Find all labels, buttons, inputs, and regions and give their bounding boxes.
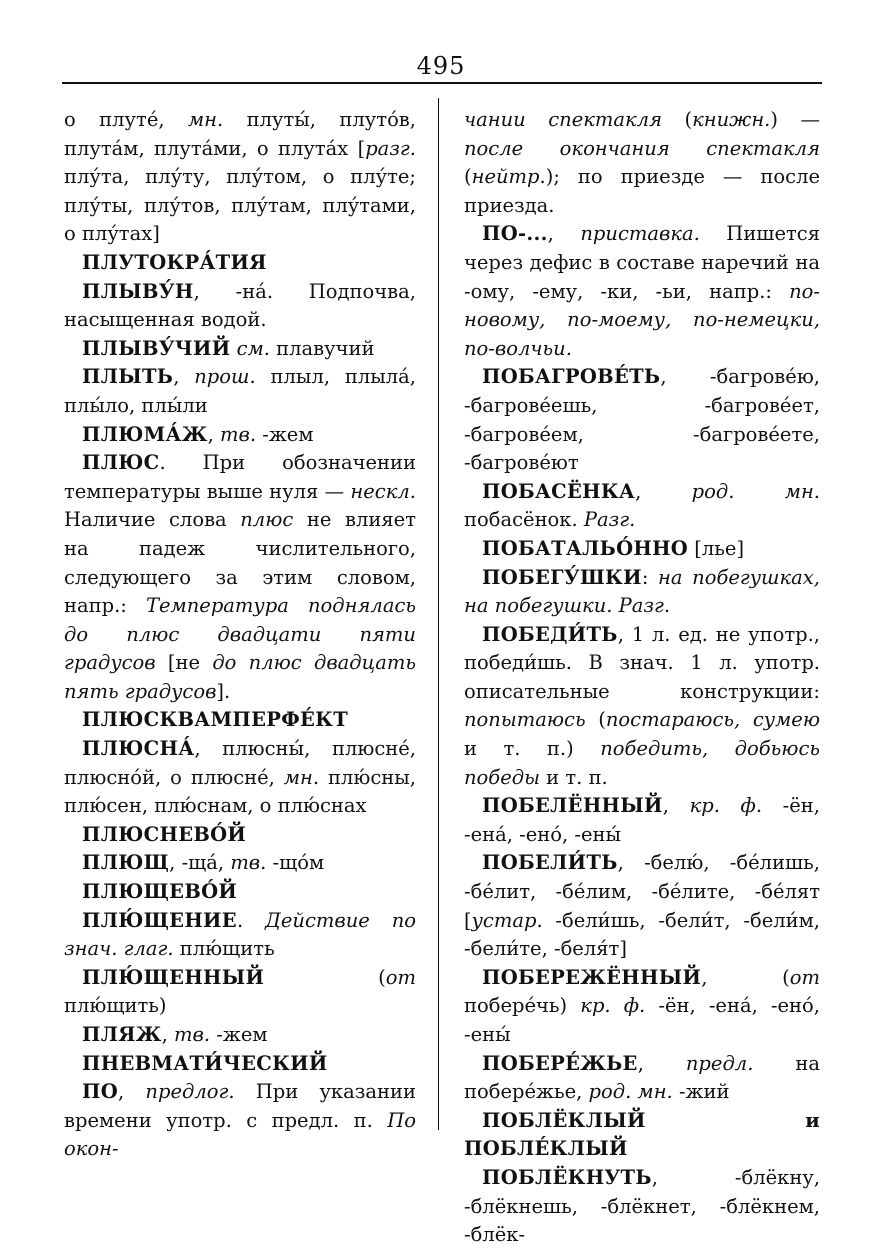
dictionary-entry xyxy=(464,621,820,793)
dictionary-entry xyxy=(64,821,416,850)
headword: ПЛЮ́ЩЕННЫЙ xyxy=(82,965,265,989)
entry-text: , xyxy=(118,1080,146,1104)
entry-text: , xyxy=(635,479,692,503)
dictionary-entry xyxy=(64,878,416,907)
entry-text: ]. xyxy=(216,679,231,703)
entry-text: , -на́. Подпочва, насыщенная водой. xyxy=(64,279,416,332)
dictionary-entry xyxy=(464,1164,820,1250)
headword: ПЛУТОКРА́ТИЯ xyxy=(82,250,267,274)
headword: ПЛЮСНЕВО́Й xyxy=(82,822,247,846)
dictionary-entry xyxy=(464,478,820,535)
headword: ПЛЮМА́Ж xyxy=(82,422,208,446)
italic-note: Разг. xyxy=(583,508,636,532)
dictionary-entry xyxy=(64,907,416,964)
entry-text: плю́щить xyxy=(173,937,275,961)
dictionary-entry xyxy=(464,1107,820,1164)
headword: ПОБЕГУ́ШКИ xyxy=(482,565,642,589)
italic-note: см. xyxy=(236,336,270,360)
headword: ПОБЕРЕ́ЖЬЕ xyxy=(482,1051,638,1075)
dictionary-entry xyxy=(64,1050,416,1079)
entry-text: ( xyxy=(264,965,386,989)
italic-note: чании спектакля xyxy=(464,108,662,131)
headword: ПОБЕРЕЖЁННЫЙ xyxy=(482,965,702,989)
italic-note: нейтр. xyxy=(471,165,546,189)
dictionary-entry xyxy=(64,335,416,364)
headword: ПЛЮЩЕВО́Й xyxy=(82,880,238,904)
headword: ПЛЫВУ́Н xyxy=(82,279,194,303)
entry-text: Наличие слова xyxy=(64,508,241,532)
right-column xyxy=(464,106,820,1250)
italic-note: кр. ф. xyxy=(580,994,646,1018)
entry-text: о плуте́, xyxy=(64,108,188,131)
entry-text: , ( xyxy=(701,965,790,989)
entry-text: ( xyxy=(464,165,472,189)
italic-note: Температура поднялась до плюс двадцати пяти градусов xyxy=(64,594,416,675)
headword: ПОБАТАЛЬО́ННО xyxy=(482,536,689,560)
entry-text: [не xyxy=(155,651,213,675)
headword: ПЛЮСНА́ xyxy=(82,737,195,761)
headword: ПЛЯЖ xyxy=(82,1023,162,1046)
headword: ПО-... xyxy=(482,222,548,246)
italic-note: предл. xyxy=(685,1051,754,1075)
dictionary-entry xyxy=(64,849,416,878)
entry-text: : xyxy=(641,565,659,589)
italic-note: постараюсь, сумею xyxy=(605,708,820,732)
italic-note: род. мн. xyxy=(588,1080,673,1104)
entry-text: , xyxy=(207,422,221,446)
headword: ПЛЮ́ЩЕНИЕ xyxy=(82,908,237,932)
entry-text: , -белю́, -бе́лишь, -бе́лит, -бе́лим, -бе́лите, -бе́лят [ xyxy=(464,851,820,932)
dictionary-entry xyxy=(464,849,820,963)
entry-text: ); по приезде — после приезда. xyxy=(464,165,820,217)
entry-text: на побере́жье, xyxy=(464,1051,820,1104)
headword: ПО xyxy=(82,1080,119,1104)
entry-text: , xyxy=(173,365,195,389)
entry-text: -бели́шь, -бели́т, -бели́м, -бели́те, -беля́т] xyxy=(464,908,820,961)
dictionary-entry xyxy=(64,735,416,821)
entry-text: плыл, плыла́, плы́ло, плы́ли xyxy=(64,365,416,417)
entry-text: При указании времени употр. с предл. п. xyxy=(64,1080,416,1132)
italic-note: тв. xyxy=(220,422,257,446)
italic-note: плюс xyxy=(240,508,294,532)
headword: ПЛЮЩ xyxy=(82,851,170,875)
headword: ПОБАСЁНКА xyxy=(482,479,636,503)
headword: ПНЕВМАТИ́ЧЕСКИЙ xyxy=(82,1051,328,1075)
dictionary-entry xyxy=(464,535,820,564)
dictionary-entry xyxy=(464,964,820,1050)
italic-note: мн. xyxy=(187,108,224,131)
headword: ПОБЛЁКЛЫЙ и ПОБЛЕ́КЛЫЙ xyxy=(464,1108,820,1161)
entry-text: плу́та, плу́ту, плу́том, о плу́те; плу́ты, плу́тов, плу́там, плу́тами, о плу́тах] xyxy=(64,165,416,246)
italic-note: до плюс двадцать пять градусов xyxy=(64,651,417,703)
headword: ПЛЫВУ́ЧИЙ xyxy=(82,336,231,360)
entry-text: и т. п. xyxy=(539,765,608,789)
headword: ПОБЛЁКНУТЬ xyxy=(482,1165,652,1189)
entry-text: , -багрове́ю, -багрове́ешь, -багрове́ет, -багрове́ем, -багрове́ете, -багрове́ют xyxy=(464,365,820,475)
entry-text: , xyxy=(161,1023,175,1046)
entry-text: . При обозначении температуры выше нуля — xyxy=(64,451,416,503)
italic-note: от xyxy=(385,965,416,989)
column-divider xyxy=(438,98,439,1130)
entry-text: ( xyxy=(585,708,606,732)
entry-text: . xyxy=(236,908,266,932)
entry-text: плавучий xyxy=(269,336,375,360)
italic-note: приставка. xyxy=(580,222,700,246)
italic-note: мн. xyxy=(283,765,320,789)
entry-text: плю́сны, плю́сен, плю́снам, о плю́снах xyxy=(64,765,416,818)
entry-text: не влияет на падеж числительного, следующего за этим словом, напр.: xyxy=(64,508,416,618)
entry-text: , -блёкну, -блёкнешь, -блёкнет, -блёкнем, -блёк- xyxy=(464,1165,820,1247)
dictionary-entry xyxy=(64,1078,416,1164)
headword: ПОБЕЛЁННЫЙ xyxy=(482,794,663,818)
page-number: 495 xyxy=(416,52,466,80)
italic-note: По окон- xyxy=(64,1108,416,1161)
italic-note: разг. xyxy=(365,136,416,160)
italic-note: по-новому, по-моему, по-немецки, по-волчьи. xyxy=(464,279,820,360)
entry-text: ( xyxy=(661,108,693,131)
entry-text: плуты́, плуто́в, плута́м, плута́ми, о плута́х [ xyxy=(64,108,416,160)
entry-text: -жем xyxy=(210,1023,268,1046)
dictionary-entry xyxy=(64,363,416,420)
italic-note: прош. xyxy=(194,365,256,389)
entry-text: , xyxy=(637,1051,686,1075)
entry-text: побере́чь) xyxy=(464,994,581,1018)
italic-note: тв. xyxy=(174,1023,211,1046)
header-rule xyxy=(62,82,822,84)
italic-note: устар. xyxy=(471,908,543,932)
entry-text: побасёнок. xyxy=(464,508,584,532)
headword: ПЛЮСКВАМПЕРФЕ́КТ xyxy=(82,708,349,732)
headword: ПОБАГРОВЕ́ТЬ xyxy=(482,365,661,389)
headword: ПОБЕЛИ́ТЬ xyxy=(482,851,618,875)
dictionary-entry xyxy=(64,278,416,335)
dictionary-entry xyxy=(64,249,416,278)
italic-note: кр. ф. xyxy=(689,794,763,818)
dictionary-entry xyxy=(464,1050,820,1107)
left-column xyxy=(64,106,416,1164)
entry-text: ) — xyxy=(770,108,820,131)
entry-text: , -ща́, xyxy=(169,851,231,875)
headword: ПОБЕДИ́ТЬ xyxy=(482,622,618,646)
dictionary-entry xyxy=(64,449,416,706)
entry-text: , 1 л. ед. не употр., победи́шь. В знач. 1 л. употр. описательные конструкции: xyxy=(464,622,820,703)
dictionary-entry xyxy=(64,1021,416,1050)
entry-text: -ён, -ена́, -ено́, -ены́ xyxy=(464,994,820,1046)
dictionary-entry xyxy=(464,792,820,849)
italic-note: нескл. xyxy=(350,479,416,503)
entry-text: -жем xyxy=(256,422,314,446)
headword: ПЛЫТЬ xyxy=(82,365,174,389)
italic-note: на побегушках, на побегушки. Разг. xyxy=(464,565,820,618)
dictionary-entry xyxy=(64,964,416,1021)
italic-note: тв. xyxy=(230,851,267,875)
entry-text: [лье] xyxy=(688,536,745,560)
italic-note: попытаюсь xyxy=(464,708,586,732)
entry-text: Пишется через дефис в составе наречий на -ому, -ему, -ки, -ьи, напр.: xyxy=(464,222,820,303)
headword: ПЛЮС xyxy=(82,451,160,475)
dictionary-entry xyxy=(464,220,820,363)
entry-text: -ён, -ена́, -ено́, -ены́ xyxy=(464,794,820,846)
dictionary-entry xyxy=(464,564,820,621)
entry-text: , плюсны́, плюсне́, плюсно́й, о плюсне́, xyxy=(64,737,416,789)
entry-text: , xyxy=(547,222,581,246)
dictionary-entry xyxy=(64,421,416,450)
entry-text: -жий xyxy=(672,1080,730,1104)
italic-note: книжн. xyxy=(692,108,771,131)
entry-text: -що́м xyxy=(266,851,325,875)
italic-note: предлог. xyxy=(145,1080,235,1104)
entry-continuation xyxy=(64,106,416,249)
italic-note: от xyxy=(789,965,820,989)
dictionary-entry xyxy=(64,706,416,735)
entry-text: и т. п.) xyxy=(464,737,601,761)
entry-continuation xyxy=(464,106,820,220)
italic-note: Действие по знач. глаг. xyxy=(64,908,416,961)
italic-note: победить, добьюсь победы xyxy=(464,737,820,789)
entry-text: , xyxy=(662,794,690,818)
italic-note: род. мн. xyxy=(691,479,820,503)
italic-note: после окончания спектакля xyxy=(464,136,820,160)
entry-text: плю́щить) xyxy=(64,994,167,1018)
dictionary-entry xyxy=(464,363,820,477)
